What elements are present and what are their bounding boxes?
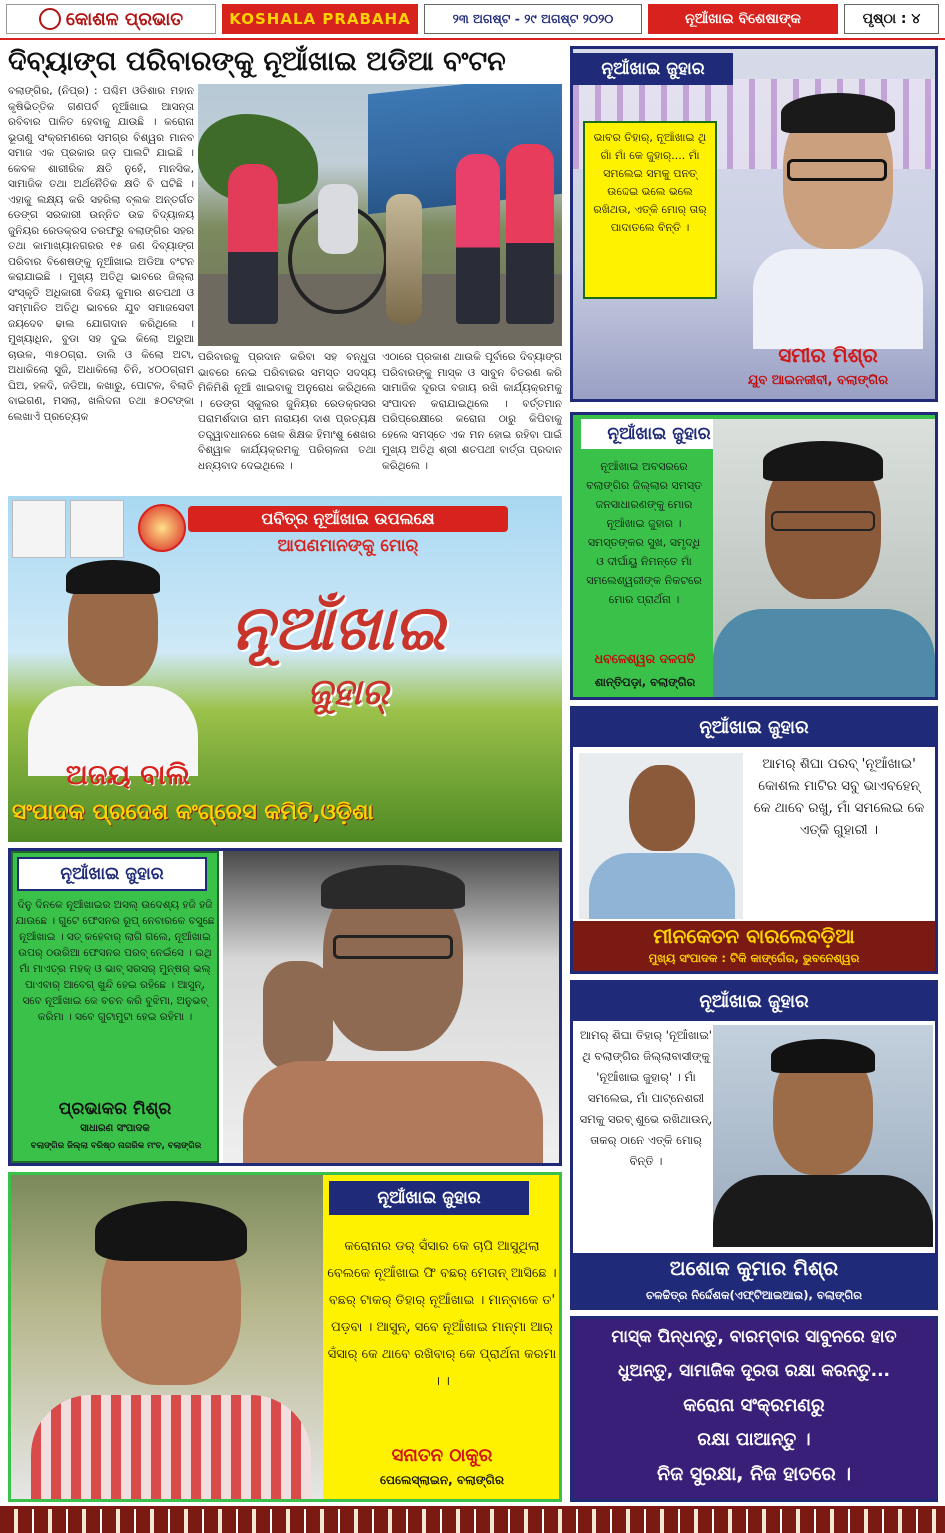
ad-ajay-big-title: ନୂଆଁଖାଇ bbox=[230, 591, 446, 664]
ad-sanatan-message: କରୋନାର ଡର୍ ସଁସାର କେ ଚାପି ଆସୁଥିଲା ବେଲକେ ନୂଆଁଖାଇ ଫି ବଛର୍ ମେତାନ୍ ଆସିଛେ । ବଛର୍ ଟାକର୍ ତିହାର୍ ନୂଆଁଖାଇ । ମାନ୍‌ବାକେ ତ' ପଡ଼ବା । ଆସୁନ୍, ସବେ ନୂଆଁଖାଇ ମାନ୍‌ମା ଆର୍ ସଁସାର୍ କେ ଥାବେ ରଖିବାର୍ କେ ପ୍ରାର୍ଥନା କରମା । । bbox=[327, 1239, 557, 1389]
head bbox=[629, 765, 695, 851]
ad-ajay-designation: ସଂପାଦକ ପ୍ରଦେଶ କଂଗ୍ରେସ କମିଟି,ଓଡ଼ିଶା bbox=[12, 800, 374, 825]
article-photo bbox=[198, 84, 562, 346]
deity-emblem bbox=[138, 504, 186, 552]
decorative-footer-border bbox=[0, 1506, 945, 1533]
jacket bbox=[713, 609, 935, 697]
glasses bbox=[771, 511, 875, 531]
psa-line-5: ନିଜ ସୁରକ୍ଷା, ନିଜ ହାତରେ । bbox=[656, 1463, 852, 1485]
masthead-english-title: KOSHALA PRABAHA bbox=[222, 4, 418, 34]
ad-samir-designation: ଯୁବ ଆଇନଜୀବୀ, ବଲାଙ୍ଗିର bbox=[747, 373, 889, 388]
shirt bbox=[589, 853, 735, 919]
ad-dhabaleswar bbox=[570, 412, 938, 700]
hair bbox=[95, 1201, 247, 1261]
ad-ashok-title: ନୂଆଁଖାଇ ଜୁହାର bbox=[573, 983, 935, 1021]
hair bbox=[763, 441, 883, 481]
ad-dhabaleswar-message: ନୂଆଁଖାଇ ଅବସରରେ ବଲାଙ୍ଗିର ଜିଲ୍ଲାର ସମସ୍ତ ଜନସାଧାରଣଙ୍କୁ ମୋର ନୂଆଁଖାଇ ଜୁହାର । ସମସ୍ତଙ୍କର ସୁଖ, ସମୃଦ୍ଧି ଓ ଦୀର୍ଘାୟୁ ନିମନ୍ତେ ମାଁ ସମଲେଶ୍ୱରୀଙ୍କ ନିକଟରେ ମୋର ପ୍ରାର୍ଥନା । bbox=[586, 460, 702, 606]
shirt bbox=[243, 1061, 543, 1163]
psa-line-3: କରୋନା ସଂକ୍ରମଣରୁ bbox=[683, 1395, 825, 1416]
ad-ajay-line2: ଆପଣମାନଙ୍କୁ ମୋର୍ bbox=[277, 536, 419, 556]
person-red-shirt-1 bbox=[228, 164, 278, 324]
ad-prabhakar bbox=[8, 848, 562, 1166]
ad-ajay-big-subtitle: ଜୁହାର୍ bbox=[307, 672, 389, 713]
ad-ashok-portrait bbox=[713, 1025, 933, 1247]
suit bbox=[713, 1175, 933, 1247]
ad-samir-title: ନୂଆଁଖାଇ ଜୁହାର bbox=[573, 53, 733, 85]
ad-prabhakar-name: ପ୍ରଭାକର ମିଶ୍ର bbox=[58, 1099, 172, 1119]
ad-sanatan bbox=[8, 1172, 562, 1502]
hair bbox=[781, 93, 895, 133]
ad-prabhakar-portrait bbox=[223, 851, 559, 1163]
ad-samir-name: ସମୀର ମିଶ୍ର bbox=[778, 343, 878, 367]
logo-text: କୋଶଳ ପ୍ରଭାତ bbox=[65, 8, 184, 30]
masthead-date: ୨୩ ଅଗଷ୍ଟ - ୨୯ ଅଗଷ୍ଟ ୨୦୨୦ bbox=[424, 4, 642, 34]
ad-ashok-message: ଆମର୍ ଶିଘା ତିହାର୍ 'ନୂଆଁଖାଇ' ଥି ବଲାଙ୍ଗିର ଜିଲ୍ଲାବାସୀଙ୍କୁ 'ନୂଆଁଖାଇ ଜୁହାର୍' । ମାଁ ସମଲେଇ, ମାଁ ପାଟ୍ନେଶରୀ ସମକୁ ସରବ୍ ଶୁଭେ ରଖିଥାଉନ୍, ତାକର୍ ଠାନେ ଏତ୍କି ମୋର୍ ବିନ୍ତି । bbox=[579, 1028, 713, 1168]
ad-prabhakar-designation: ସାଧାରଣ ସଂପାଦକ bbox=[80, 1123, 150, 1134]
ad-ajay-line1: ପବିତ୍ର ନୂଆଁଖାଇ ଉପଲକ୍ଷେ bbox=[188, 506, 508, 532]
ad-sanatan-portrait bbox=[11, 1175, 323, 1499]
person-woman bbox=[386, 194, 422, 324]
article-column-2: ପରିବାରକୁ ପ୍ରଦାନ କରିବା ସହ ବନ୍ଧୁତା ଭାବରେ ନେଇ ପରିବାରର ସମସ୍ତ ସଦସ୍ୟ ମିଳିମିଶି ନୂଆଁ ଖାଇବାକୁ ଅନୁରୋଧ କରିଥିଲେ । ଡେଙ୍ଗ ସ୍କୁଲର ଜୁନିୟର ରେଡକ୍ରସର ପରାମର୍ଶଦାତା ରାମ ନାରାୟଣ ଦାଶ ପ୍ରତ୍ୟକ୍ଷ ତତ୍ତ୍ୱାବଧାନରେ ଖେଳ ଶିକ୍ଷକ ହିମାଂଶୁ ଶେଖର ବିଶ୍ୱାଳ କାର୍ଯ୍ୟକ୍ରମକୁ ପରିଚାଳନା ତଥା ଧନ୍ୟବାଦ ଦେଇଥିଲେ । bbox=[198, 351, 376, 472]
psa-line-1: ମାସ୍କ ପିନ୍ଧନ୍ତୁ, ବାରମ୍ବାର ସାବୁନରେ ହାତ bbox=[611, 1327, 897, 1347]
ad-dhabaleswar-title: ନୂଆଁଖାଇ ଜୁହାର bbox=[581, 419, 737, 449]
ad-meenaketan-portrait bbox=[579, 753, 743, 919]
person-red-shirt-3 bbox=[506, 144, 554, 324]
masthead-logo bbox=[6, 4, 216, 34]
ad-meenaketan-name: ମୀନକେତନ ବାରଲେବଡ଼ିଆ bbox=[573, 921, 935, 951]
masthead-section: ନୂଆଁଖାଇ ବିଶେଷାଙ୍କ bbox=[648, 4, 838, 34]
psa-box bbox=[570, 1316, 938, 1502]
ad-meenaketan-title: ନୂଆଁଖାଇ ଜୁହାର bbox=[573, 709, 935, 747]
ad-sanatan-place: ପେଲେସ୍‌ଲାଇନ, ବଲାଙ୍ଗିର bbox=[380, 1473, 504, 1487]
ad-meenaketan-message: ଆମର୍ ଶିଘା ପରବ୍ 'ନୂଆଁଖାଇ' କୋଶଲ ମାଟିର ସବୁ ଭାଏବହେନ୍ କେ ଥାବେ ରଖୁ, ମାଁ ସମଲେଇ କେ ଏତ୍କି ଗୁହାରୀ । bbox=[753, 756, 925, 838]
article-headline: ଦିବ୍ୟାଙ୍ଗ ପରିବାରଙ୍କୁ ନୂଆଁଖାଇ ଅଡିଆ ବଂଟନ bbox=[8, 46, 506, 77]
glasses bbox=[787, 159, 887, 181]
ad-samir bbox=[570, 46, 938, 402]
ad-meenaketan-designation: ମୁଖ୍ୟ ସଂପାଦକ : ଟିକି କାଙ୍ଗେଁର, ଭୁବନେଶ୍ୱର bbox=[573, 951, 935, 971]
person-seated bbox=[318, 184, 358, 254]
hair bbox=[771, 1039, 875, 1073]
psa-line-4: ରକ୍ଷା ପାଆନ୍ତୁ । bbox=[697, 1429, 811, 1450]
ad-ashok-name: ଅଶୋକ କୁମାର ମିଶ୍ର bbox=[573, 1253, 935, 1283]
article-column-3: ଏଠାରେ ପ୍ରକାଶ ଥାଉକି ପୂର୍ବାରେ ଦିବ୍ୟାଙ୍ଗ ପରିବାରଙ୍କୁ ମାସ୍କ ଓ ସାବୁନ ବିତରଣ କରି ସାମାଜିକ ଦୂରତା ବଜାୟ ରଖି କାର୍ଯ୍ୟକ୍ରମକୁ ସଂପାଦନ କରାଯାଇଥିଲେ । ବର୍ତ୍ତମାନ ପରିପ୍ରେକ୍ଷୀରେ କରୋନା ଠାରୁ କିପିବାକୁ ହେଲେ ସମସ୍ତେ ଏକ ମନ ହୋଇ ରହିବା ପାଇଁ ମୁଖ୍ୟ ଅତିଥି ଶ୍ରୀ ଶତପଥୀ ବାର୍ତ୍ତା ପ୍ରଦାନ କରିଥିଲେ । bbox=[382, 351, 562, 472]
ad-ajay bbox=[8, 496, 562, 842]
ad-ashok bbox=[570, 980, 938, 1310]
ad-samir-message: ଭାବର ତିହାର୍, ନୂଆଁଖାଇ ଥି ଗାଁ ମାଁ କେ ଜୁହାର୍.... ମାଁ ସମଲେଇ ସମକୁ ପନତ୍ ଉଦ୍ଦେଇ ଭଲେ ଭଲେ ରଖିଥଉ, ଏତ୍କି ମୋର୍ ତାର୍ ପାଦାତଲେ ବିନ୍ତି । bbox=[583, 121, 717, 299]
logo-icon bbox=[39, 8, 61, 30]
ad-dhabaleswar-portrait bbox=[713, 419, 935, 697]
hair bbox=[321, 865, 465, 909]
psa-line-2: ଧୁଅନ୍ତୁ, ସାମାଜିକ ଦୂରତା ରକ୍ଷା କରନ୍ତୁ... bbox=[617, 1361, 890, 1381]
phone-hand bbox=[263, 961, 333, 1071]
ad-samir-portrait bbox=[753, 89, 923, 349]
ad-prabhakar-title: ନୂଆଁଖାଇ ଜୁହାର bbox=[17, 857, 207, 891]
ad-ashok-designation: ଚଳଚ୍ଚିତ୍ର ନିର୍ଦ୍ଦେଶକ(ଏଫ୍‌ଟିଆଇଆଇ), ବଲାଙ୍ଗିର bbox=[573, 1283, 935, 1307]
ad-prabhakar-org: ବଲାଙ୍ଗିର ଜିଲ୍ଲା ବରିଷ୍ଠ ନାଗରିକ ମଂଚ, ବଲାଙ୍ଗିର bbox=[30, 1141, 202, 1151]
ad-ajay-name: ଅଜୟ ବାଲି bbox=[65, 758, 191, 791]
ad-ajay-portrait bbox=[28, 556, 198, 776]
glasses bbox=[333, 935, 453, 959]
person-red-shirt-2 bbox=[456, 154, 500, 324]
masthead-page-number: ପୃଷ୍ଠା : ୪ bbox=[844, 4, 939, 34]
ad-sanatan-title: ନୂଆଁଖାଇ ଜୁହାର bbox=[329, 1181, 529, 1215]
hair bbox=[66, 560, 160, 594]
shirt bbox=[31, 1395, 311, 1499]
ad-dhabaleswar-place: ଶାନ୍ତିପଡ଼ା, ବଲାଙ୍ଗିର bbox=[594, 675, 696, 689]
leader-photo-1 bbox=[12, 500, 66, 558]
leader-photo-2 bbox=[70, 500, 124, 558]
ad-prabhakar-message: ଦିନୁ ଦିନକେ ନୂଆଁଖାଇର ଅସଲ୍ ଉଦେଶ୍ୟ ହଜି ହଜି ଯାଉଛେ । ଗୁଟେ ଫେସନର ରୂପ୍ ନେବାରକେ ବସୁଛେ ନୂଆଁଖାଇ । ସତ୍ କହେବାର୍ ଲାଗି ଗଲେ, ନୂଆଁଖାଇ ଉପର୍ ଠଉରିଆ ଫେସନର ପରବ୍ ନେଇଁସେ । ଇଥି ମାଁ ମାଏତ୍ର ମହକ୍ ଓ ଭାବ୍ ସରସର୍ ମୁନ୍ଷର୍ ଭଲ୍ ପାଏବାର୍ ଆବେଗ୍ ଖୁନ୍ଦି ହେଇ ରହିଛେ । ଆସୁନ୍, ସବେ ନୂଆଁଖାଇ କେ ବଚନ କରି ବୁଝିମା, ଅନୁଭବ୍ କରିମା । ସବେ ଗୁଟାମୁଟା ହେଇ ରହିମା । bbox=[15, 899, 215, 1023]
ad-sanatan-name: ସନାତନ ଠାକୁର bbox=[391, 1445, 493, 1466]
ad-meenaketan bbox=[570, 706, 938, 974]
article-column-1: ବଲାଙ୍ଗିର, (ନିପ୍ର) : ପଶ୍ଚିମ ଓଡିଶାର ମହାନ କୃଷିଭିତ୍ତିକ ଗଣପର୍ବ ନୂଆଁଖାଇ ଆସନ୍ତା ରବିବାର ପାଳିତ ହେବାକୁ ଯାଉଛି । କରୋନା ଭୂତାଣୁ ସଂକ୍ରମଣରେ ସମଗ୍ର ବିଶ୍ୱର ମାନବ ସମାଜ ଏକ ପ୍ରକାର ଜଡ଼ ପାଲଟି ଯାଇଛି । କେବଳ ଶାରୀରିକ କ୍ଷତି ନୁହେଁ, ମାନସିକ, ସାମାଜିକ ତଥା ଅର୍ଥନୈତିକ କ୍ଷତି ବି ଘଟିଛି । ଏହାକୁ ଲକ୍ଷ୍ୟ କରି ସହରିଲା ବ୍ଲକ ଅନ୍ତର୍ଗତ ଡେଙ୍ଗ ସରକାରୀ ଉନ୍ନିତ ଉଚ୍ଚ ବିଦ୍ୟାଳୟ ଜୁନିୟର ରେଡକ୍ରସ ତରଫରୁ ବଲାଙ୍ଗିର ସହର ତଥା କାମାଖ୍ୟାନଗରର ୧୫ ଜଣ ଦିବ୍ୟାଙ୍ଗ ପରିବାର ବିଶେଷଙ୍କୁ ନୂଆଁଖାଇ ଅଡିଆ ବଂଟନ କରାଯାଇଛି । ମୁଖ୍ୟ ଅତିଥି ଭାବରେ ଜିଲ୍ଲା ସଂସ୍କୃତି ଅଧିକାରୀ ବିଜୟ କୁମାର ଶତପଥୀ ଓ ସମ୍ମାନିତ ଅତିଥି ଭାବରେ ଯୁବ ସମାଜସେବୀ ଜୟଦେବ ଢାଲ ଯୋଗଦାନ କରିଥିଲେ । ମୁଖ୍ୟାଧିନ, ବୁଡା ସହ ଦୁଇ କିଲୋ ଅରୁଆ ଚାଉଳ, ୩୫୦ଗ୍ରା. ଡାଲି ଓ କିଲୋ ଅଟା, ଅଧାକିଲୋ ସୁଜି, ଅଧାକିଲୋ ଚିନି, ୪୦୦ଗ୍ରାମ ଘିଅ, ହଳଦି, ଜଡିଆ, କଖାରୁ, ପୋଟଳ, ବିଲାତି ବାଇଗଣ, ମସଲା, ଖଲିଦନା ତଥା ୫୦ଟଙ୍କା ଲେଖାଏଁ ପ୍ରତ୍ୟେକ bbox=[8, 85, 194, 423]
ad-dhabaleswar-name: ଧବଳେଶ୍ୱର ଦଳପତି bbox=[594, 651, 696, 666]
shirt bbox=[753, 249, 923, 349]
